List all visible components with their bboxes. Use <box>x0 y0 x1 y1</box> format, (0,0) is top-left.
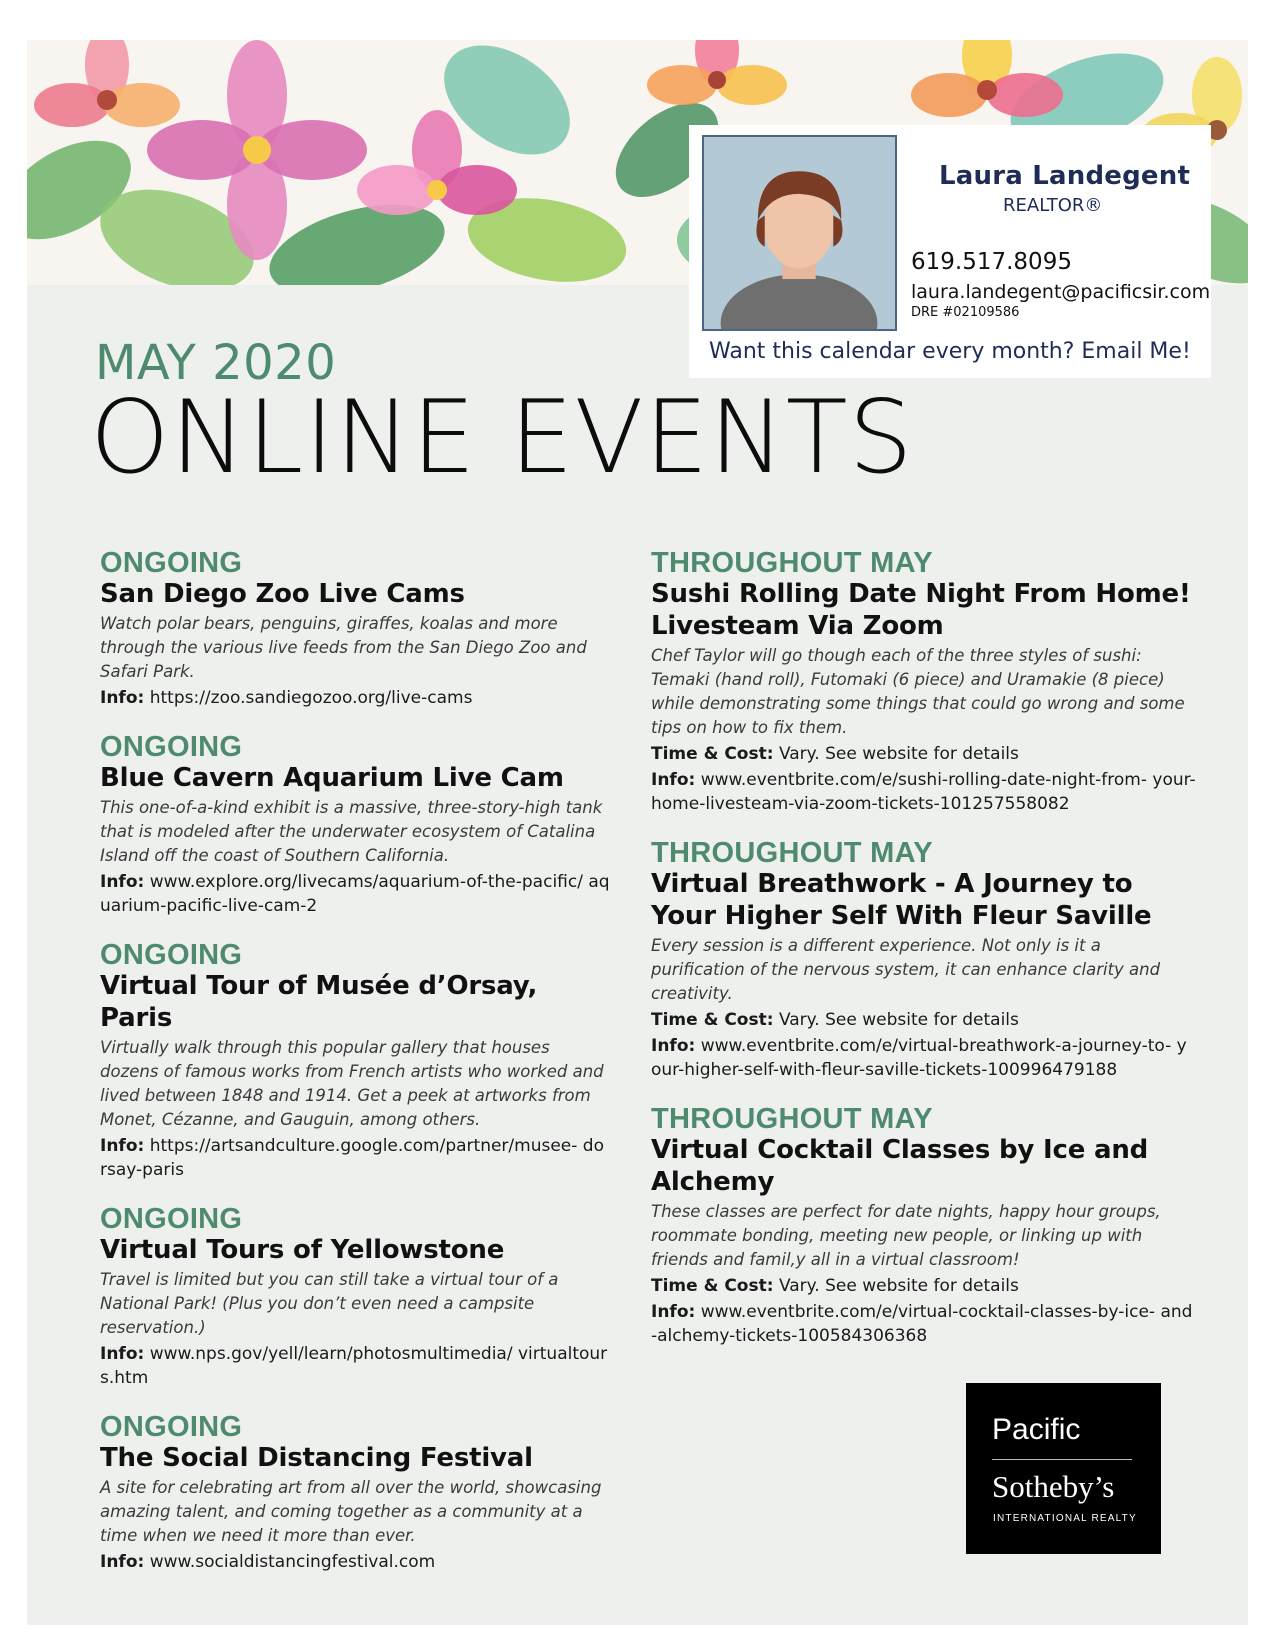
info-label: Info: <box>100 872 145 892</box>
agent-email[interactable]: laura.landegent@pacificsir.com <box>911 281 1211 303</box>
event-time-cost <box>651 742 1196 766</box>
info-label: Info: <box>651 770 696 790</box>
event-tag: THROUGHOUT MAY <box>651 547 933 579</box>
time-cost-label: Time & Cost: <box>651 744 774 764</box>
event-title: San Diego Zoo Live Cams <box>100 579 465 609</box>
event-item <box>100 548 610 710</box>
event-tag: ONGOING <box>100 731 243 763</box>
page-title: ONLINE EVENTS <box>90 378 914 496</box>
event-description: Watch polar bears, penguins, giraffes, koalas and more through the various live feeds from the San Diego Zoo and Safari Park. <box>100 614 587 681</box>
info-link[interactable]: www.explore.org/livecams/aquarium-of-the-pacific/ aquarium-pacific-live-cam-2 <box>100 872 610 916</box>
info-label: Info: <box>100 1552 145 1572</box>
event-title: Blue Cavern Aquarium Live Cam <box>100 763 564 793</box>
agent-photo <box>702 135 897 331</box>
event-item <box>100 732 610 918</box>
agent-card <box>689 125 1211 378</box>
event-item <box>100 940 610 1182</box>
brand-top-text: Pacific <box>992 1413 1081 1446</box>
event-info <box>651 1034 1196 1082</box>
event-title: The Social Distancing Festival <box>100 1443 533 1473</box>
info-link[interactable]: www.nps.gov/yell/learn/photosmultimedia/ virtualtours.htm <box>100 1344 608 1388</box>
event-tag: ONGOING <box>100 1203 243 1235</box>
event-item <box>100 1412 610 1574</box>
event-info <box>651 768 1196 816</box>
time-cost-value: Vary. See website for details <box>778 744 1019 764</box>
event-description: This one-of-a-kind exhibit is a massive, three-story-high tank that is modeled after the underwater ecosystem of Catalina Island off the coast of Southern California. <box>100 798 603 865</box>
info-label: Info: <box>100 1136 145 1156</box>
info-label: Info: <box>100 688 145 708</box>
event-tag: THROUGHOUT MAY <box>651 837 933 869</box>
info-link[interactable]: https://artsandculture.google.com/partner/musee- dorsay-paris <box>100 1136 604 1180</box>
info-link[interactable]: www.eventbrite.com/e/virtual-cocktail-classes-by-ice- and-alchemy-tickets-100584306368 <box>651 1302 1193 1346</box>
sothebys-logo <box>966 1383 1161 1554</box>
event-tag: ONGOING <box>100 547 243 579</box>
info-label: Info: <box>651 1036 696 1056</box>
event-description: A site for celebrating art from all over the world, showcasing amazing talent, and coming together as a community at a time when we need it more than ever. <box>100 1478 602 1545</box>
event-description: Virtually walk through this popular gallery that houses dozens of famous works from French artists who worked and lived between 1848 and 1914. Get a peek at artworks from Monet, Cézanne, and Gauguin, among others. <box>100 1038 604 1129</box>
left-event-column <box>100 548 610 1596</box>
agent-name: Laura Landegent <box>939 161 1191 191</box>
event-title: Sushi Rolling Date Night From Home! Livesteam Via Zoom <box>651 579 1191 641</box>
month-title: MAY 2020 <box>95 335 337 391</box>
event-time-cost <box>651 1274 1196 1298</box>
time-cost-label: Time & Cost: <box>651 1010 774 1030</box>
event-title: Virtual Breathwork - A Journey to Your Higher Self With Fleur Saville <box>651 869 1152 931</box>
event-description: These classes are perfect for date nights, happy hour groups, roommate bonding, meeting new people, or linking up with friends and famil,y all in a virtual classroom! <box>651 1202 1161 1269</box>
event-description: Chef Taylor will go though each of the three styles of sushi: Temaki (hand roll), Futomaki (6 piece) and Uramakie (8 piece) while demonstrating some things that could go wrong and some tips on how to fix them. <box>651 646 1185 737</box>
event-description: Every session is a different experience. Not only is it a purification of the nervous system, it can enhance clarity and creativity. <box>651 936 1161 1003</box>
agent-portrait-image <box>704 137 895 329</box>
brand-subtitle: INTERNATIONAL REALTY <box>993 1513 1137 1524</box>
event-item <box>651 838 1196 1082</box>
event-item <box>651 1104 1196 1348</box>
event-info <box>651 1300 1196 1348</box>
info-label: Info: <box>100 1344 145 1364</box>
event-tag: ONGOING <box>100 939 243 971</box>
event-item <box>651 548 1196 816</box>
info-link[interactable]: www.eventbrite.com/e/virtual-breathwork-a-journey-to- your-higher-self-with-fleur-saville-tickets-100996479188 <box>651 1036 1187 1080</box>
info-link[interactable]: https://zoo.sandiegozoo.org/live-cams <box>149 688 473 708</box>
info-link[interactable]: www.eventbrite.com/e/sushi-rolling-date-night-from- your-home-livesteam-via-zoom-tickets-101257558082 <box>651 770 1196 814</box>
time-cost-value: Vary. See website for details <box>778 1276 1019 1296</box>
event-title: Virtual Tours of Yellowstone <box>100 1235 505 1265</box>
event-description: Travel is limited but you can still take a virtual tour of a National Park! (Plus you don’t even need a campsite reservation.) <box>100 1270 559 1337</box>
info-link[interactable]: www.socialdistancingfestival.com <box>149 1552 436 1572</box>
right-event-column <box>651 548 1196 1370</box>
event-title: Virtual Cocktail Classes by Ice and Alchemy <box>651 1135 1149 1197</box>
event-info <box>100 1134 610 1182</box>
event-info <box>100 686 610 710</box>
agent-title: REALTOR® <box>1003 195 1103 216</box>
agent-phone[interactable]: 619.517.8095 <box>911 249 1072 275</box>
info-label: Info: <box>651 1302 696 1322</box>
brand-divider <box>992 1459 1132 1460</box>
brand-name-text: Sotheby’s <box>992 1469 1115 1504</box>
email-signup-link[interactable]: Want this calendar every month? Email Me! <box>709 339 1191 364</box>
event-info <box>100 870 610 918</box>
event-info <box>100 1550 610 1574</box>
event-time-cost <box>651 1008 1196 1032</box>
event-tag: THROUGHOUT MAY <box>651 1103 933 1135</box>
event-info <box>100 1342 610 1390</box>
event-tag: ONGOING <box>100 1411 243 1443</box>
agent-dre-number: DRE #02109586 <box>911 305 1020 320</box>
event-item <box>100 1204 610 1390</box>
time-cost-value: Vary. See website for details <box>778 1010 1019 1030</box>
time-cost-label: Time & Cost: <box>651 1276 774 1296</box>
event-title: Virtual Tour of Musée d’Orsay, Paris <box>100 971 538 1033</box>
